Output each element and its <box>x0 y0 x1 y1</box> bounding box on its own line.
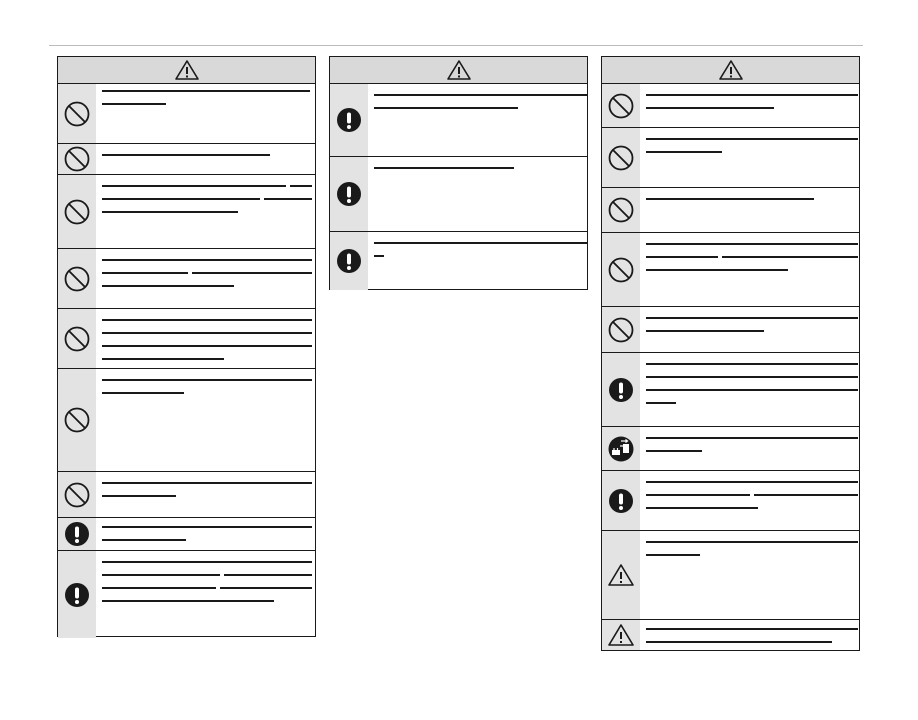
warning-text <box>640 128 862 187</box>
prohibited-circle-icon <box>63 145 91 173</box>
warning-header <box>330 57 587 84</box>
warning-text <box>96 309 316 368</box>
warning-text <box>640 427 862 470</box>
warning-row <box>602 307 859 353</box>
prohibited-circle-icon <box>607 92 635 120</box>
warning-text <box>640 233 862 306</box>
warning-header <box>602 57 859 84</box>
mandatory-exclamation-icon <box>335 247 363 275</box>
prohibited-circle-icon <box>607 316 635 344</box>
warning-row <box>602 188 859 233</box>
caution-triangle-icon <box>607 563 635 587</box>
mandatory-exclamation-icon <box>63 520 91 548</box>
prohibited-circle-icon <box>63 100 91 128</box>
warning-text <box>640 188 859 232</box>
prohibited-circle-icon <box>607 144 635 172</box>
warning-row <box>602 427 859 471</box>
prohibited-circle-icon <box>63 481 91 509</box>
mandatory-exclamation-icon <box>63 581 91 609</box>
warning-column-1 <box>57 56 316 637</box>
warning-text <box>96 84 315 143</box>
warning-text <box>640 307 862 352</box>
warning-row <box>58 309 315 369</box>
warning-text <box>368 157 587 231</box>
prohibited-circle-icon <box>63 325 91 353</box>
warning-row <box>58 551 315 638</box>
warning-text <box>96 249 316 308</box>
warning-text <box>368 84 592 156</box>
warning-row <box>58 472 315 518</box>
warning-row <box>602 471 859 531</box>
warning-triangle-icon <box>446 59 472 81</box>
warning-row <box>602 233 859 307</box>
prohibited-circle-icon <box>63 406 91 434</box>
warning-row <box>58 369 315 472</box>
warning-text <box>96 518 316 550</box>
warning-row <box>602 128 859 188</box>
warning-text <box>640 353 862 426</box>
warning-row <box>58 249 315 309</box>
warning-row <box>330 84 587 157</box>
caution-triangle-icon <box>607 623 635 647</box>
warning-row <box>330 157 587 232</box>
mandatory-exclamation-icon <box>607 376 635 404</box>
warning-triangle-icon <box>174 59 200 81</box>
warning-row <box>602 531 859 620</box>
warning-column-3 <box>601 56 860 651</box>
prohibited-circle-icon <box>63 198 91 226</box>
prohibited-circle-icon <box>607 256 635 284</box>
warning-row <box>602 620 859 650</box>
warning-text <box>368 232 592 290</box>
warning-text <box>96 369 316 471</box>
mandatory-exclamation-icon <box>607 487 635 515</box>
warning-row <box>602 353 859 427</box>
warning-row <box>58 84 315 144</box>
warning-text <box>96 175 316 248</box>
warning-column-2 <box>329 56 588 290</box>
warning-text <box>640 620 862 650</box>
warning-triangle-icon <box>718 59 744 81</box>
warning-row <box>58 144 315 175</box>
top-rule <box>49 45 863 46</box>
warning-text <box>640 531 862 619</box>
unplug-from-outlet-icon <box>607 435 635 463</box>
warning-header <box>58 57 315 84</box>
warning-text <box>640 84 862 127</box>
warning-row <box>330 232 587 290</box>
mandatory-exclamation-icon <box>335 180 363 208</box>
prohibited-circle-icon <box>63 265 91 293</box>
warning-text <box>640 471 862 530</box>
warning-row <box>58 175 315 249</box>
prohibited-circle-icon <box>607 196 635 224</box>
warning-row <box>58 518 315 551</box>
mandatory-exclamation-icon <box>335 106 363 134</box>
warning-text <box>96 472 316 517</box>
warning-text <box>96 144 315 174</box>
warning-row <box>602 84 859 128</box>
warning-text <box>96 551 316 638</box>
